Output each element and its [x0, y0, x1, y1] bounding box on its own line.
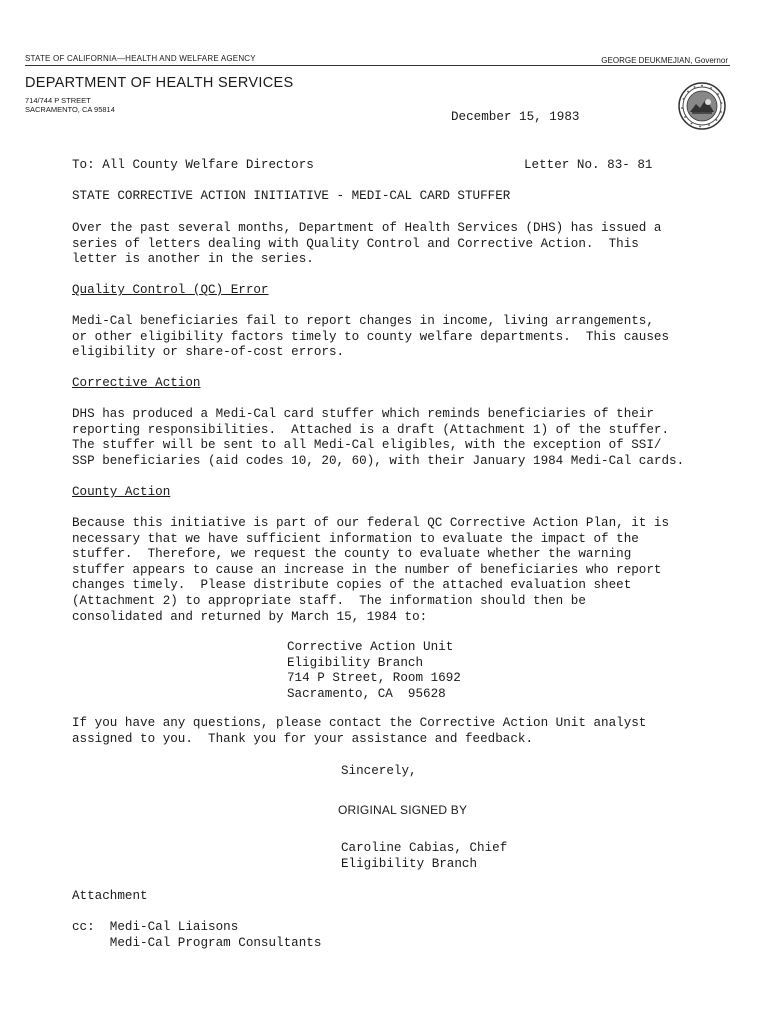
addressee: To: All County Welfare Directors: [72, 158, 314, 172]
signer-block: Caroline Cabias, Chief Eligibility Branch: [341, 841, 508, 871]
questions-paragraph: If you have any questions, please contact the Corrective Action Unit analyst assigned to you. Thank you for your assistance and feedback.: [72, 716, 647, 746]
governor-line: GEORGE DEUKMEJIAN, Governor: [601, 56, 728, 65]
cc-list: cc: Medi-Cal Liaisons Medi-Cal Program Consultants: [72, 920, 322, 950]
address-line-1: 714/744 P STREET: [25, 96, 91, 105]
subject-line: STATE CORRECTIVE ACTION INITIATIVE - MEDI-CAL CARD STUFFER: [72, 189, 511, 203]
qc-error-paragraph: Medi-Cal beneficiaries fail to report changes in income, living arrangements, or other eligibility factors timely to county welfare departments. This causes eligibility or share-of-cost errors.: [72, 314, 670, 360]
section-heading-qc-error: Quality Control (QC) Error: [72, 283, 269, 297]
attachment-label: Attachment: [72, 889, 148, 903]
return-address: Corrective Action Unit Eligibility Branch 714 P Street, Room 1692 Sacramento, CA 95628: [287, 640, 461, 701]
signed-stamp: ORIGINAL SIGNED BY: [338, 803, 468, 817]
section-heading-county-action: County Action: [72, 485, 171, 499]
section-heading-corrective-action: Corrective Action: [72, 376, 201, 390]
address-line-2: SACRAMENTO, CA 95814: [25, 105, 115, 114]
county-action-paragraph: Because this initiative is part of our federal QC Corrective Action Plan, it is necessary that we have sufficient information to evaluate the impact of the stuffer. Therefore, we request the county to evaluate whether the warning stuffer appears to cause an increase in the number of beneficiaries who report changes timely. Please distribute copies of the attached evaluation sheet (Attachment 2) to appropriate staff. The information should then be consolidated and returned by March 15, 1984 to:: [72, 516, 670, 624]
department-name: DEPARTMENT OF HEALTH SERVICES: [25, 75, 294, 91]
letter-date: December 15, 1983: [451, 110, 580, 124]
department-address: [25, 96, 115, 114]
intro-paragraph: Over the past several months, Department of Health Services (DHS) has issued a series of letters dealing with Quality Control and Corrective Action. This letter is another in the series.: [72, 221, 662, 267]
closing: Sincerely,: [341, 764, 417, 778]
header-divider: [25, 65, 730, 66]
corrective-action-paragraph: DHS has produced a Medi-Cal card stuffer which reminds beneficiaries of their reporting responsibilities. Attached is a draft (Attachment 1) of the stuffer. The stuffer will be sent to all Medi-Cal eligibles, with the exception of SSI/ SSP beneficiaries (aid codes 10, 20, 60), with their January 1984 Medi-Cal cards.: [72, 407, 685, 468]
agency-line: STATE OF CALIFORNIA—HEALTH AND WELFARE AGENCY: [25, 54, 256, 63]
letter-number: Letter No. 83- 81: [524, 158, 653, 172]
state-seal-icon: [678, 82, 726, 130]
